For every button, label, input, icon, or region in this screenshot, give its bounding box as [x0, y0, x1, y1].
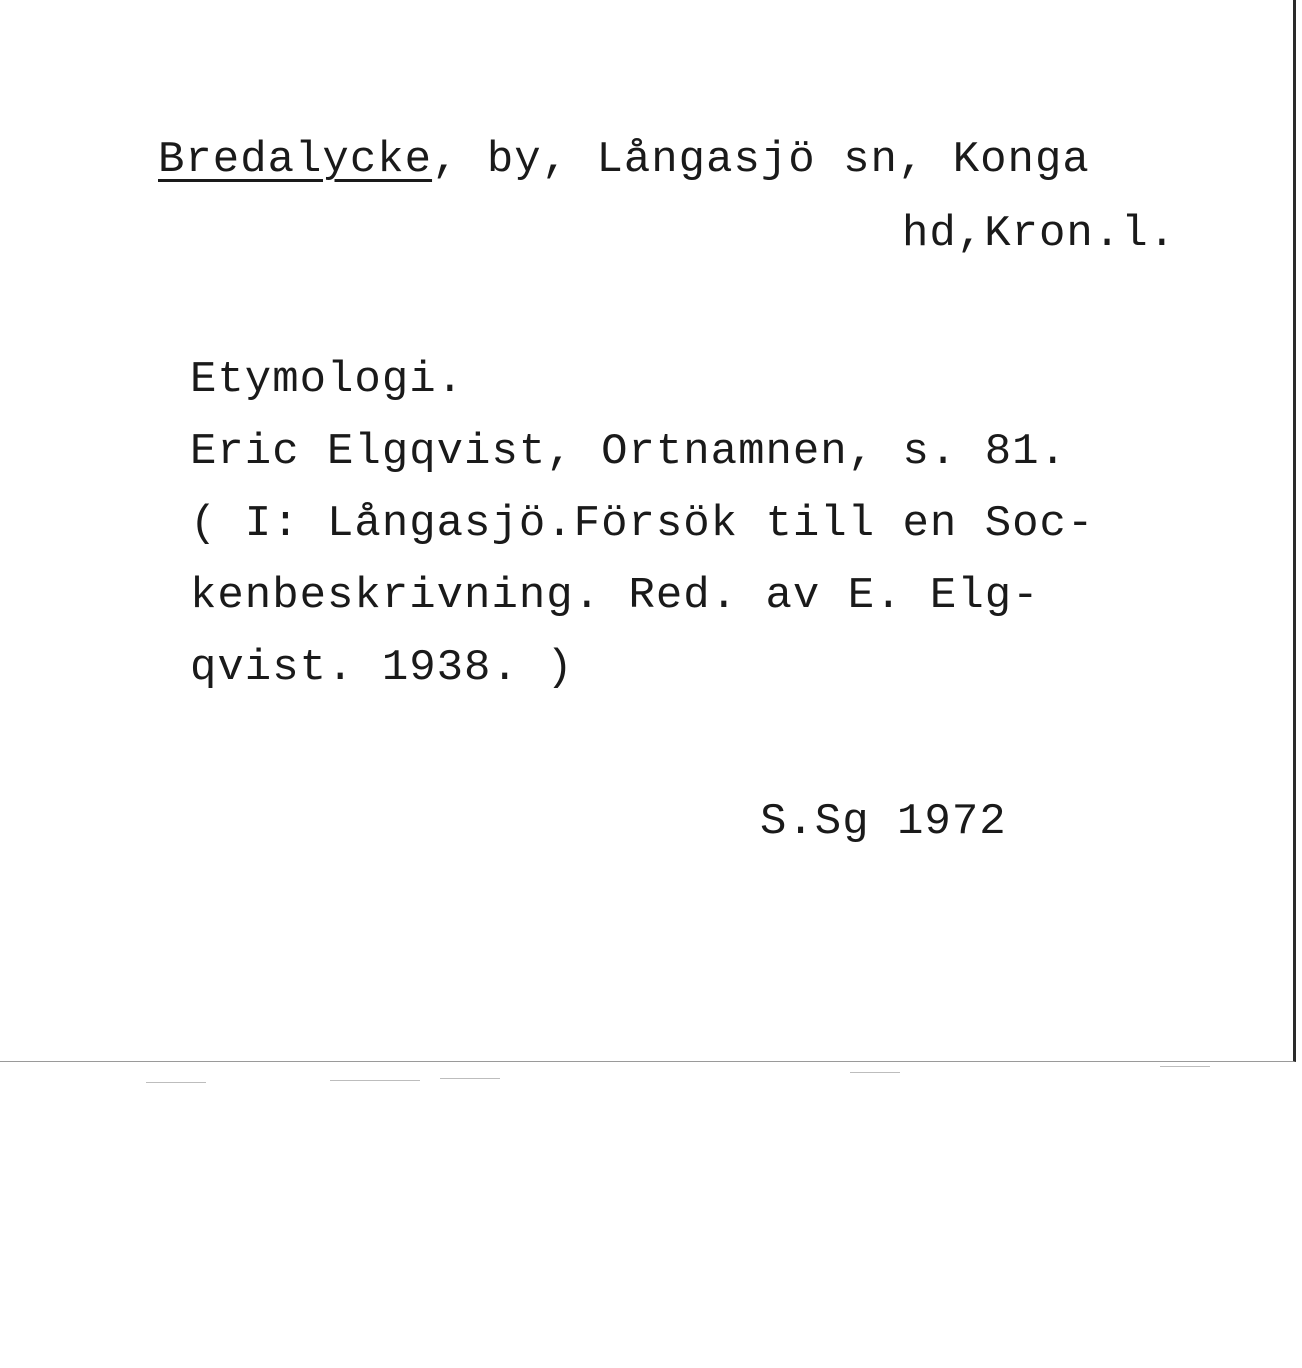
body-line-etymology: Etymologi. — [190, 355, 465, 405]
headword: Bredalycke — [158, 135, 433, 185]
scan-speck — [146, 1082, 206, 1083]
scan-speck — [440, 1078, 500, 1079]
body-line-reference: Eric Elgqvist, Ortnamnen, s. 81. — [190, 427, 1067, 477]
scan-speck — [330, 1080, 420, 1081]
body-line-source-1: ( I: Långasjö.Försök till en Soc- — [190, 499, 1095, 549]
body-line-source-3: qvist. 1938. ) — [190, 643, 574, 693]
signature: S.Sg 1972 — [760, 797, 1007, 847]
scan-speck — [1160, 1066, 1210, 1067]
card-heading-line-2: hd,Kron.l. — [902, 209, 1177, 259]
body-line-source-2: kenbeskrivning. Red. av E. Elg- — [190, 571, 1040, 621]
heading-location: , by, Långasjö sn, Konga — [432, 135, 1090, 185]
card-heading-line-1 — [158, 134, 1090, 186]
scan-speck — [850, 1072, 900, 1073]
